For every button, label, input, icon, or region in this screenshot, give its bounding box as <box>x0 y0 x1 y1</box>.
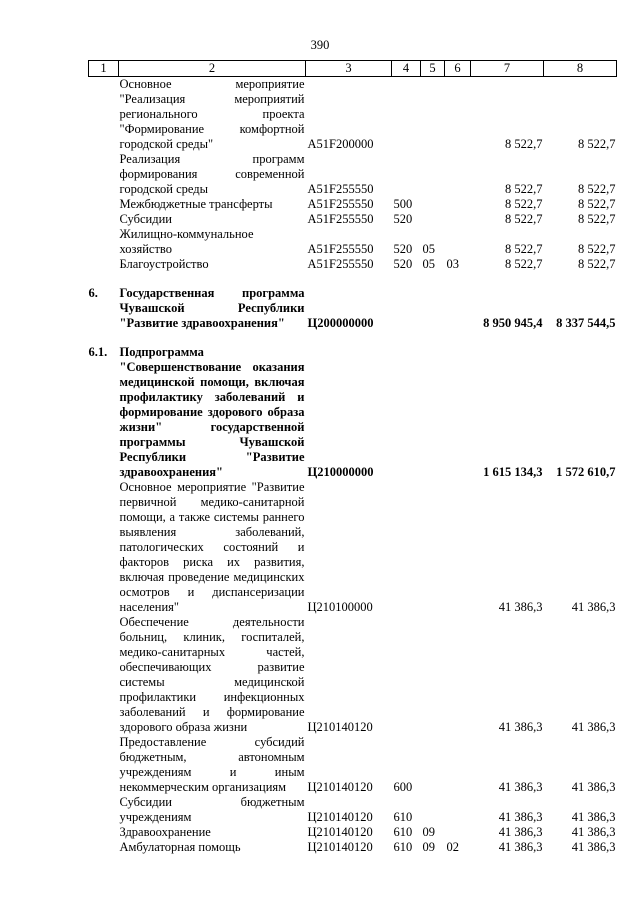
target-code: А51F255550 <box>307 182 374 196</box>
item-name: Подпрограмма "Совершенствование оказания медицинской помощи, включая профилактику заболеваний и формирование здорового образа жизни" государственной программы Чувашской Республики "Развитие здравоохранения" <box>119 345 305 479</box>
row-number <box>89 197 119 212</box>
item-name: Основное мероприятие "Развитие первичной медико-санитарной помощи, а также системы раннего выявления заболеваний, патологических состояний и факторов риска их развития, включая проведение медицинских осмотров и диспансеризации населения" <box>119 480 305 614</box>
header-cell: 7 <box>471 61 544 77</box>
row-number <box>89 840 119 855</box>
section: 05 <box>422 257 435 271</box>
table-row <box>89 257 617 272</box>
table-row <box>89 212 617 227</box>
expense-type <box>392 152 421 197</box>
expense-type: 500 <box>393 197 413 211</box>
row-number <box>89 735 119 795</box>
target-code: А51F255550 <box>307 242 374 256</box>
section <box>421 152 445 197</box>
section <box>421 345 445 480</box>
spacer-row <box>89 272 617 286</box>
target-code: А51F255550 <box>307 197 374 211</box>
header-cell: 4 <box>392 61 421 77</box>
amount-year-1: 41 386,3 <box>498 780 543 794</box>
amount-year-1: 8 522,7 <box>505 212 543 226</box>
amount-year-1: 8 522,7 <box>505 257 543 271</box>
expense-type: 600 <box>393 780 413 794</box>
amount-year-2: 8 522,7 <box>578 137 616 151</box>
table-row <box>89 615 617 735</box>
subsection <box>445 212 471 227</box>
section <box>421 615 445 735</box>
target-code: Ц210140120 <box>307 840 373 854</box>
subsection <box>445 227 471 257</box>
item-name: Субсидии бюджетным учреждениям <box>119 795 305 824</box>
expense-type <box>392 345 421 480</box>
header-cell: 5 <box>421 61 445 77</box>
header-cell: 3 <box>306 61 392 77</box>
amount-year-1: 41 386,3 <box>498 810 543 824</box>
row-number <box>89 77 119 153</box>
amount-year-2: 8 522,7 <box>578 242 616 256</box>
column-number-header <box>89 61 617 77</box>
row-number: 6. <box>88 286 98 300</box>
amount-year-1: 8 522,7 <box>505 137 543 151</box>
expense-type <box>392 286 421 331</box>
subsection <box>445 615 471 735</box>
row-number <box>89 212 119 227</box>
table-row <box>89 227 617 257</box>
section <box>421 212 445 227</box>
amount-year-1: 8 522,7 <box>505 182 543 196</box>
expense-type: 520 <box>393 242 413 256</box>
section <box>421 197 445 212</box>
row-number <box>89 480 119 615</box>
budget-table <box>88 60 617 855</box>
row-number <box>89 825 119 840</box>
item-name: Жилищно-коммунальное хозяйство <box>119 227 254 256</box>
expense-type <box>392 480 421 615</box>
subsection: 02 <box>446 840 459 854</box>
expense-type: 610 <box>393 825 413 839</box>
subsection <box>445 825 471 840</box>
expense-type <box>392 615 421 735</box>
subsection <box>445 152 471 197</box>
table-row <box>89 840 617 855</box>
amount-year-2: 8 522,7 <box>578 212 616 226</box>
section <box>421 795 445 825</box>
target-code: А51F255550 <box>307 212 374 226</box>
spacer-row <box>89 331 617 345</box>
section: 09 <box>422 825 435 839</box>
amount-year-1: 41 386,3 <box>498 840 543 854</box>
table-row <box>89 197 617 212</box>
subsection <box>445 735 471 795</box>
subsection: 03 <box>446 257 459 271</box>
section <box>421 735 445 795</box>
target-code: Ц210140120 <box>307 720 373 734</box>
table-row <box>89 480 617 615</box>
row-number <box>89 615 119 735</box>
header-cell: 8 <box>544 61 617 77</box>
target-code: А51F200000 <box>307 137 374 151</box>
amount-year-2: 8 337 544,5 <box>556 316 616 330</box>
item-name: Государственная программа Чувашской Республики "Развитие здравоохранения" <box>119 286 305 330</box>
item-name: Благоустройство <box>119 257 209 271</box>
header-cell: 6 <box>445 61 471 77</box>
target-code: Ц200000000 <box>307 316 374 330</box>
page-number: 390 <box>310 38 330 52</box>
amount-year-1: 41 386,3 <box>498 600 543 614</box>
section <box>421 286 445 331</box>
target-code: А51F255550 <box>307 257 374 271</box>
table-body <box>89 77 617 856</box>
section <box>421 480 445 615</box>
table-row <box>89 795 617 825</box>
row-number <box>89 227 119 257</box>
subsection <box>445 345 471 480</box>
item-name: Межбюджетные трансферты <box>119 197 273 211</box>
item-name: Основное мероприятие "Реализация мероприятий регионального проекта "Формирование комфортной городской среды" <box>119 77 305 151</box>
item-name: Амбулаторная помощь <box>119 840 241 854</box>
amount-year-2: 41 386,3 <box>571 600 616 614</box>
section: 09 <box>422 840 435 854</box>
amount-year-1: 8 522,7 <box>505 197 543 211</box>
amount-year-1: 8 522,7 <box>505 242 543 256</box>
amount-year-1: 41 386,3 <box>498 720 543 734</box>
expense-type: 520 <box>393 212 413 226</box>
amount-year-2: 41 386,3 <box>571 720 616 734</box>
table-row <box>89 77 617 153</box>
subsection <box>445 197 471 212</box>
subsection <box>445 286 471 331</box>
expense-type: 520 <box>393 257 413 271</box>
row-number <box>89 257 119 272</box>
amount-year-2: 8 522,7 <box>578 197 616 211</box>
expense-type: 610 <box>393 810 413 824</box>
row-number <box>89 152 119 197</box>
amount-year-2: 41 386,3 <box>571 780 616 794</box>
table-row <box>89 286 617 331</box>
subsection <box>445 480 471 615</box>
target-code: Ц210140120 <box>307 780 373 794</box>
amount-year-1: 1 615 134,3 <box>483 465 543 479</box>
target-code: Ц210140120 <box>307 825 373 839</box>
expense-type <box>392 77 421 153</box>
header-cell: 1 <box>89 61 119 77</box>
amount-year-2: 41 386,3 <box>571 840 616 854</box>
target-code: Ц210000000 <box>307 465 374 479</box>
subsection <box>445 795 471 825</box>
table-row <box>89 825 617 840</box>
section: 05 <box>422 242 435 256</box>
amount-year-2: 41 386,3 <box>571 810 616 824</box>
amount-year-2: 8 522,7 <box>578 182 616 196</box>
amount-year-2: 41 386,3 <box>571 825 616 839</box>
table-row <box>89 735 617 795</box>
subsection <box>445 77 471 153</box>
expense-type: 610 <box>393 840 413 854</box>
section <box>421 77 445 153</box>
amount-year-1: 8 950 945,4 <box>483 316 543 330</box>
amount-year-2: 8 522,7 <box>578 257 616 271</box>
item-name: Реализация программ формирования современной городской среды <box>119 152 305 196</box>
item-name: Здравоохранение <box>119 825 211 839</box>
table-row <box>89 345 617 480</box>
row-number: 6.1. <box>88 345 108 359</box>
target-code: Ц210140120 <box>307 810 373 824</box>
header-cell: 2 <box>119 61 306 77</box>
amount-year-1: 41 386,3 <box>498 825 543 839</box>
target-code: Ц210100000 <box>307 600 373 614</box>
item-name: Обеспечение деятельности больниц, клиник, госпиталей, медико-санитарных частей, обеспечивающих развитие системы медицинской профилактики инфекционных заболеваний и формирование здорового образа жизни <box>119 615 305 734</box>
item-name: Предоставление субсидий бюджетным, автономным учреждениям и иным некоммерческим организациям <box>119 735 305 794</box>
table-row <box>89 152 617 197</box>
item-name: Субсидии <box>119 212 172 226</box>
row-number <box>89 795 119 825</box>
amount-year-2: 1 572 610,7 <box>556 465 616 479</box>
